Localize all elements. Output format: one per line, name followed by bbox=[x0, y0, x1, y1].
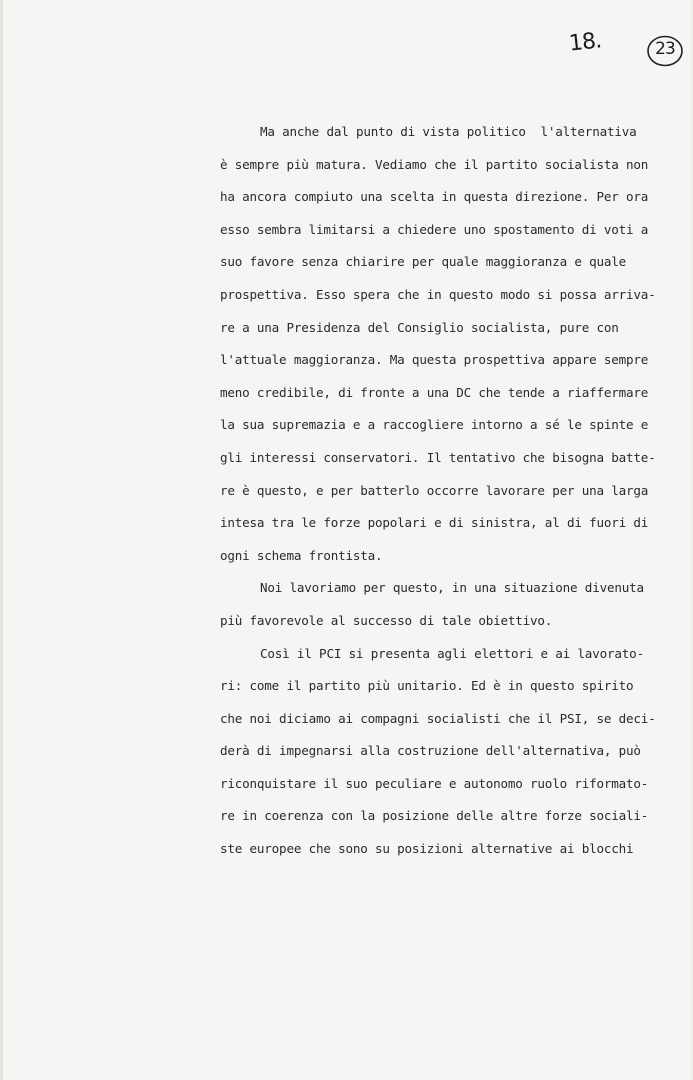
text-line: ogni schema frontista. bbox=[220, 547, 383, 563]
text-line: Così il PCI si presenta agli elettori e ai lavorato- bbox=[260, 645, 644, 661]
circled-page-stamp bbox=[646, 34, 684, 68]
handwritten-page-number: 18. bbox=[567, 28, 603, 57]
text-line: riconquistare il suo peculiare e autonomo ruolo riformato- bbox=[220, 775, 649, 791]
text-line: l'attuale maggioranza. Ma questa prospettiva appare sempre bbox=[220, 352, 649, 368]
text-line: la sua supremazia e a raccogliere intorno a sé le spinte e bbox=[220, 417, 649, 433]
text-line: intesa tra le forze popolari e di sinistra, al di fuori di bbox=[220, 515, 649, 531]
text-line: re è questo, e per batterlo occorre lavorare per una larga bbox=[220, 482, 649, 498]
text-line: gli interessi conservatori. Il tentativo che bisogna batte- bbox=[220, 449, 656, 465]
text-line: meno credibile, di fronte a una DC che tende a riaffermare bbox=[220, 384, 649, 400]
text-line: ste europee che sono su posizioni alternative ai blocchi bbox=[220, 841, 634, 857]
text-line: ha ancora compiuto una scelta in questa direzione. Per ora bbox=[220, 189, 649, 205]
text-line: prospettiva. Esso spera che in questo modo si possa arriva- bbox=[220, 286, 656, 302]
typewritten-text-block bbox=[220, 116, 656, 866]
text-line: re a una Presidenza del Consiglio socialista, pure con bbox=[220, 319, 619, 335]
text-line: derà di impegnarsi alla costruzione dell'alternativa, può bbox=[220, 743, 641, 759]
text-line: che noi diciamo ai compagni socialisti che il PSI, se deci- bbox=[220, 710, 656, 726]
text-line: suo favore senza chiarire per quale maggioranza e quale bbox=[220, 254, 627, 270]
text-line: esso sembra limitarsi a chiedere uno spostamento di voti a bbox=[220, 221, 649, 237]
text-line: più favorevole al successo di tale obiettivo. bbox=[220, 612, 553, 628]
text-line: Ma anche dal punto di vista politico l'alternativa bbox=[260, 124, 637, 139]
text-line: re in coerenza con la posizione delle altre forze sociali- bbox=[220, 808, 649, 824]
text-line: ri: come il partito più unitario. Ed è in questo spirito bbox=[220, 678, 634, 694]
stamp-number: 23 bbox=[655, 39, 675, 59]
text-line: Noi lavoriamo per questo, in una situazione divenuta bbox=[260, 580, 644, 596]
text-line: è sempre più matura. Vediamo che il partito socialista non bbox=[220, 156, 649, 172]
